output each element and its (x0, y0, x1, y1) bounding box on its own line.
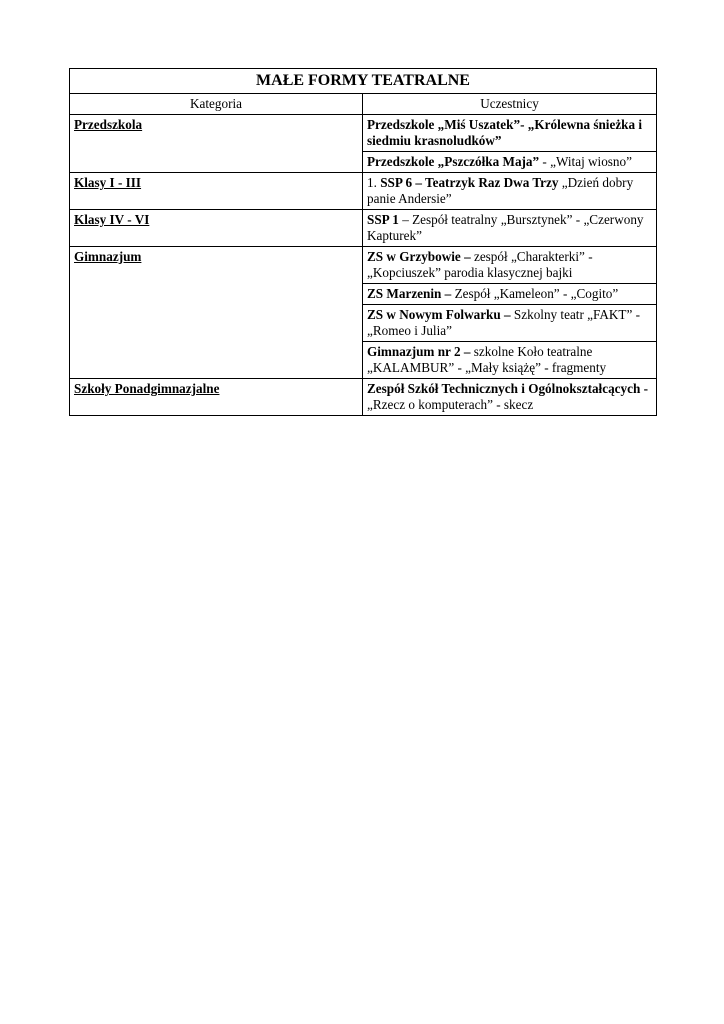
table-title: MAŁE FORMY TEATRALNE (70, 69, 657, 94)
table-row (70, 247, 657, 284)
category-label: Gimnazjum (74, 249, 142, 264)
category-label: Przedszkola (74, 117, 143, 132)
participant-cell (363, 152, 657, 173)
entry-rest: zespół „Charakterki” - „Kopciuszek” parodia klasycznej bajki (367, 249, 593, 280)
entry-rest: Zespół „Kameleon” - „Cogito” (451, 286, 619, 301)
participant-cell (363, 342, 657, 379)
header-participants: Uczestnicy (363, 94, 657, 115)
category-label: Szkoły Ponadgimnazjalne (74, 381, 220, 396)
entry-prefix: 1. (367, 175, 381, 190)
entry-bold: ZS w Grzybowie – (367, 249, 471, 264)
entry-bold: Gimnazjum nr 2 – (367, 344, 471, 359)
participant-cell (363, 247, 657, 284)
title-row (70, 69, 657, 94)
participant-cell (363, 210, 657, 247)
performances-table (69, 68, 657, 416)
entry-bold: ZS Marzenin – (367, 286, 452, 301)
table-row (70, 379, 657, 416)
participant-cell (363, 173, 657, 210)
category-label: Klasy I - III (74, 175, 142, 190)
category-cell (70, 173, 363, 210)
entry-bold: Zespół Szkół Technicznych i Ogólnokształcących - (367, 381, 648, 396)
entry-rest: szkolne Koło teatralne „KALAMBUR” - „Mały książę” - fragmenty (367, 344, 607, 375)
table-row (70, 210, 657, 247)
header-row (70, 94, 657, 115)
category-cell (70, 379, 363, 416)
entry-bold: SSP 6 – Teatrzyk Raz Dwa Trzy (380, 175, 559, 190)
entry-bold: SSP 1 (367, 212, 399, 227)
category-label: Klasy IV - VI (74, 212, 150, 227)
entry-rest: - „Witaj wiosno” (539, 154, 632, 169)
category-cell (70, 210, 363, 247)
participant-cell (363, 284, 657, 305)
header-category: Kategoria (70, 94, 363, 115)
participant-cell (363, 305, 657, 342)
entry-rest: „Dzień dobry panie Andersie” (367, 175, 634, 206)
category-cell (70, 115, 363, 173)
table-row (70, 115, 657, 152)
participant-cell (363, 379, 657, 416)
entry-bold: Przedszkole „Pszczółka Maja” (367, 154, 540, 169)
entry-rest: Szkolny teatr „FAKT” - „Romeo i Julia” (367, 307, 641, 338)
entry-bold: ZS w Nowym Folwarku – (367, 307, 511, 322)
entry-rest: „Rzecz o komputerach” - skecz (367, 397, 534, 412)
table-row (70, 173, 657, 210)
category-cell (70, 247, 363, 379)
entry-bold: Przedszkole „Miś Uszatek”- „Królewna śnieżka i siedmiu krasnoludków” (367, 117, 643, 148)
entry-rest: – Zespół teatralny „Bursztynek” - „Czerwony Kapturek” (367, 212, 644, 243)
participant-cell (363, 115, 657, 152)
